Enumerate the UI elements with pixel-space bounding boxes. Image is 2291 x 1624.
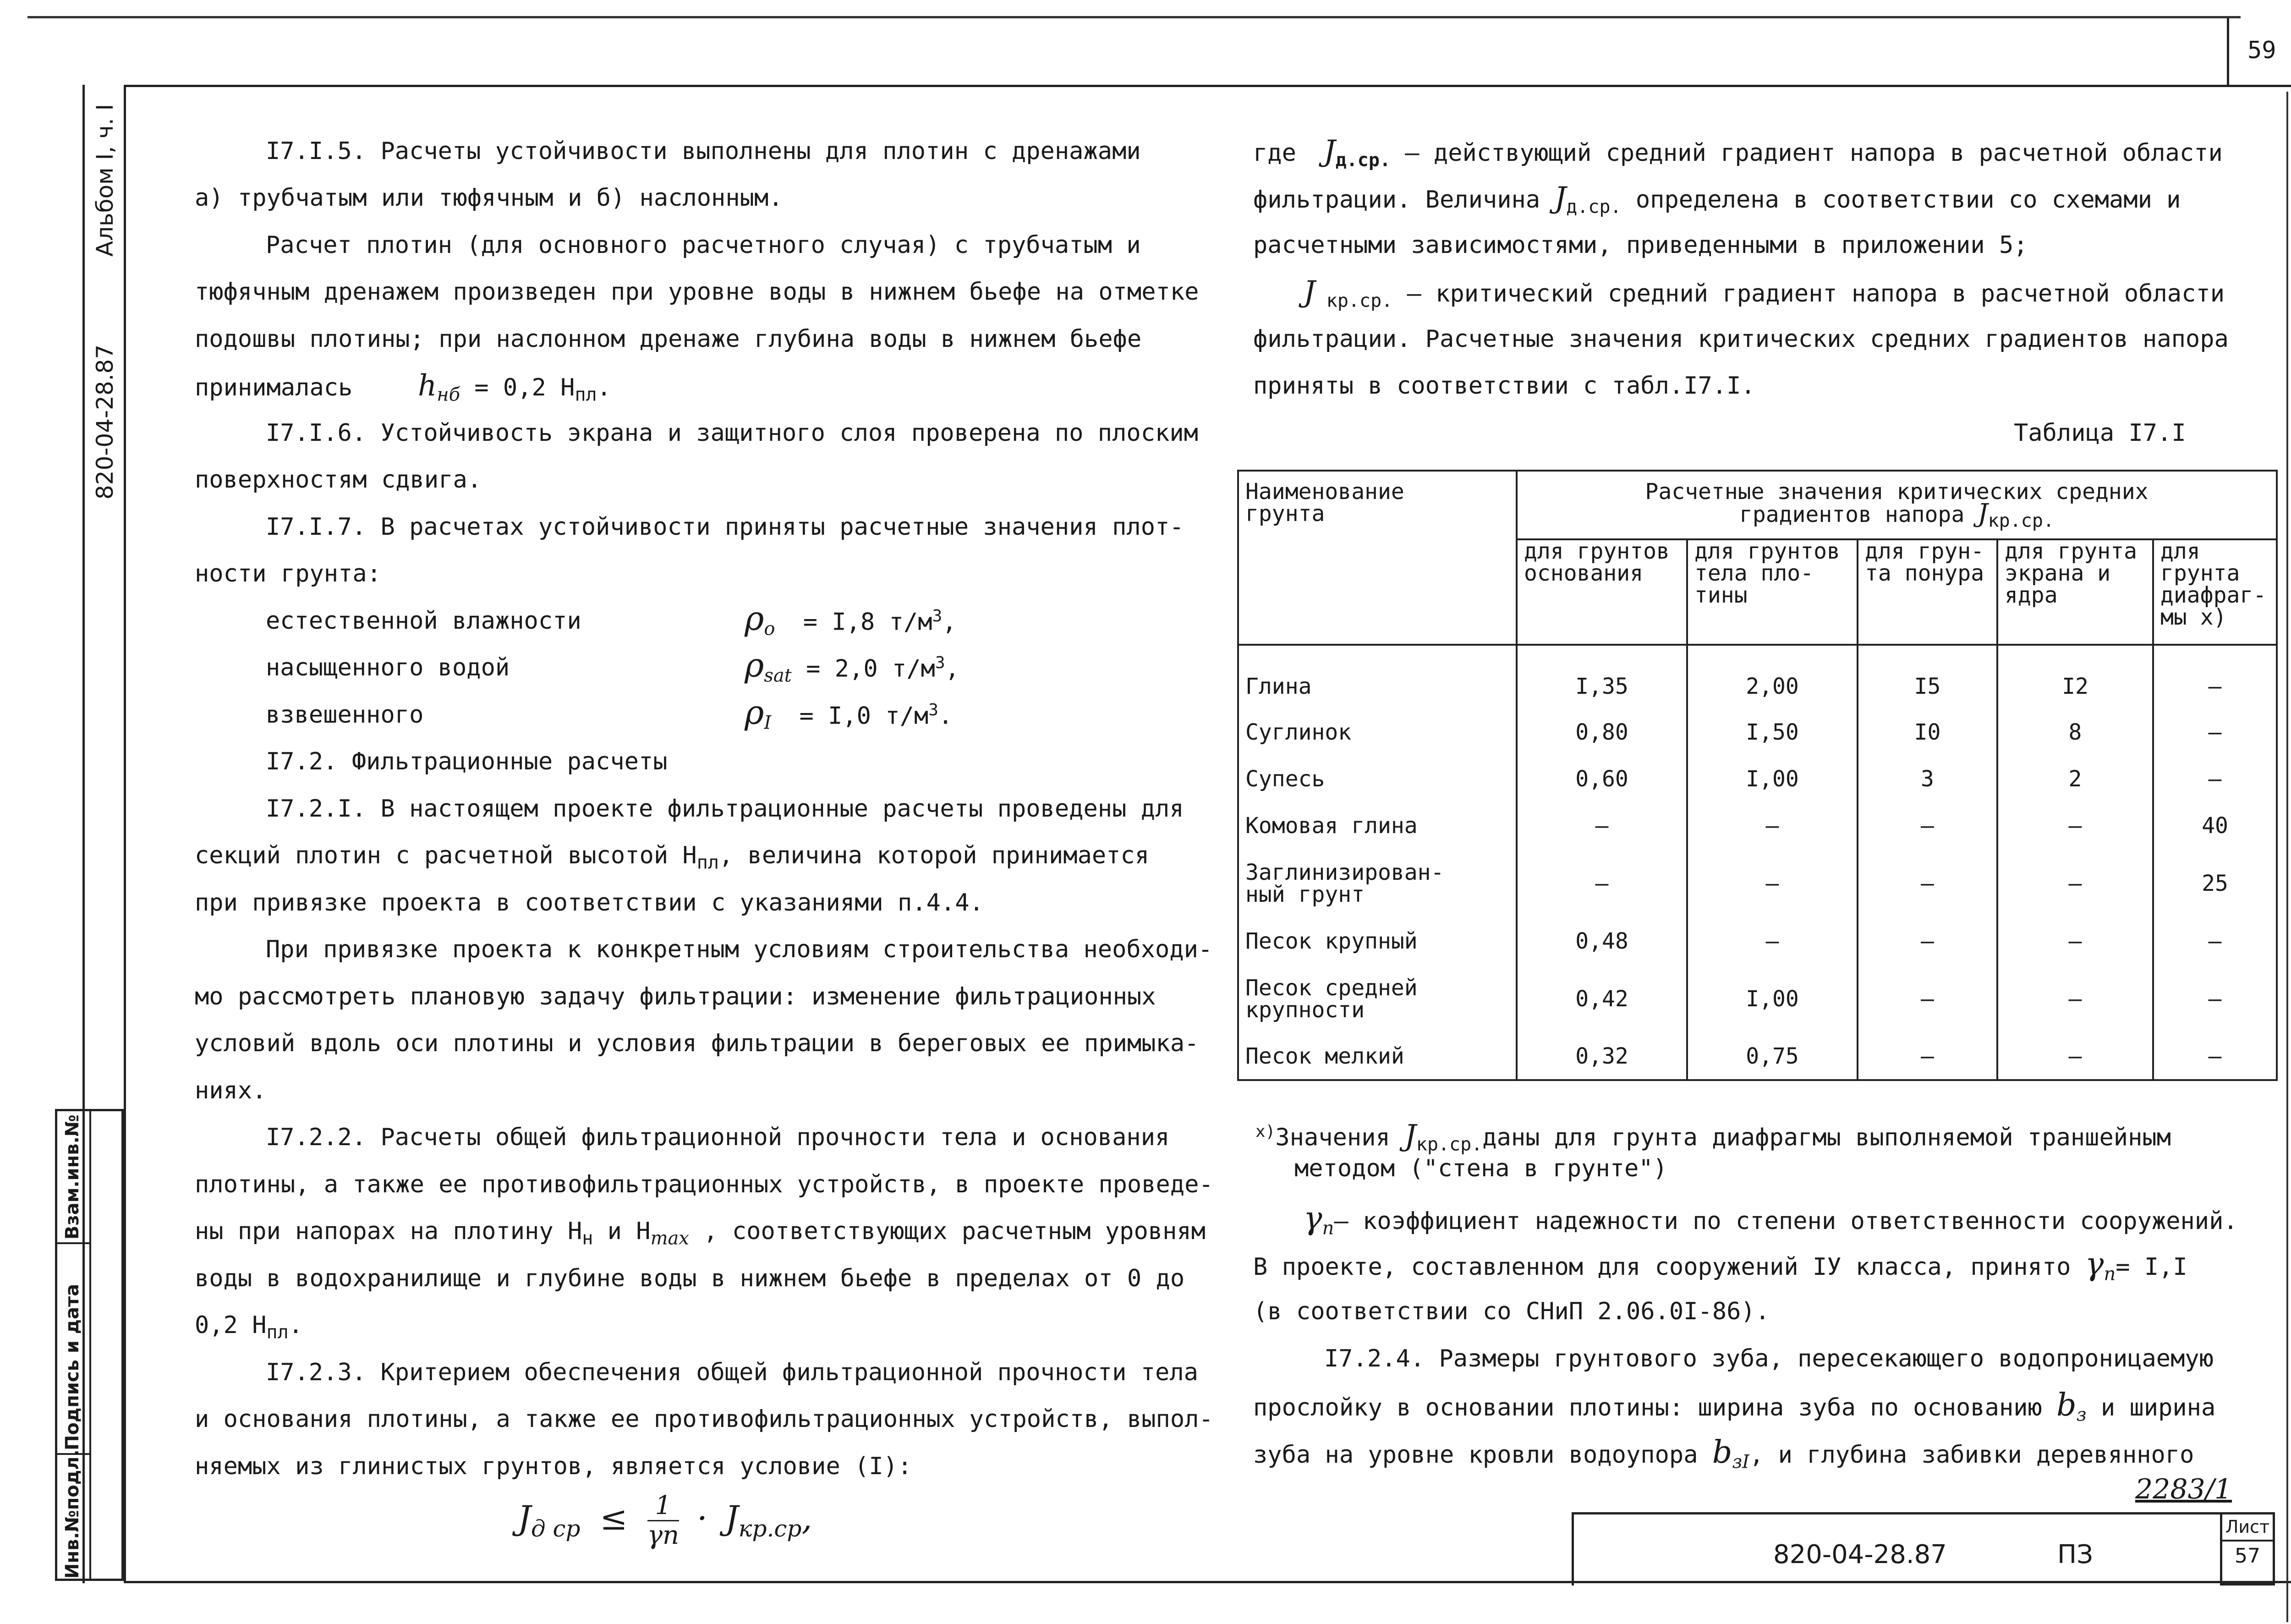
handwritten-inventory-number: 2283/1 — [2135, 1473, 2232, 1505]
right-line-1: где $J_{д.ср.}$ – действующий средний градиент напора в расчетной области — [1253, 134, 2223, 171]
left-line-6: принималась $h_{нб} = 0,2$ $H_{пл}$. — [195, 369, 611, 406]
left-line-1: I7.I.5. Расчеты устойчивости выполнены для плотин с дренажами — [266, 137, 1141, 165]
left-line-27: I7.2.3. Критерием обеспечения общей фильтрационной прочности тела — [266, 1359, 1198, 1386]
density-label-1: естественной влажности — [266, 607, 581, 635]
left-line-14: I7.2. Фильтрационные расчеты — [266, 748, 668, 775]
left-line-18: При привязке проекта к конкретным условиям строительства необходи- — [266, 936, 1213, 963]
table-caption: Таблица I7.I — [2014, 419, 2186, 447]
criterion-formula: $J_{д ср}$ ≤ $\frac{1}{\gamma n}$ · $J_{кр.ср}$, — [518, 1491, 812, 1550]
left-line-28: и основания плотины, а также ее противофильтрационных устройств, выпол- — [195, 1405, 1213, 1433]
left-line-17: при привязке проекта в соответствии с указаниями п.4.4. — [195, 889, 984, 916]
table-row: Песок крупный 0,48 – – – – — [1238, 918, 2277, 965]
left-line-7: I7.I.6. Устойчивость экрана и защитного слоя проверена по плоским — [266, 419, 1198, 447]
left-line-22: I7.2.2. Расчеты общей фильтрационной прочности тела и основания — [266, 1124, 1170, 1151]
header-col-apron: для грун- та понура — [1858, 539, 1997, 645]
formula-fraction: $\frac{1}{\gamma n}$ — [647, 1491, 680, 1550]
table-row: Песок мелкий 0,32 0,75 – – – — [1238, 1033, 2277, 1080]
left-line-19: мо рассмотреть плановую задачу фильтрации: изменение фильтрационных — [195, 983, 1156, 1010]
left-line-15: I7.2.I. В настоящем проекте фильтрационные расчеты проведены для — [266, 795, 1184, 823]
title-block-doc: ПЗ — [2057, 1540, 2094, 1569]
header-col-screen-core: для грунта экрана и ядра — [1997, 539, 2153, 645]
left-line-20: условий вдоль оси плотины и условия фильтрации в береговых ее примыка- — [195, 1030, 1199, 1057]
stamp-vzam: Взам.инв.№ — [62, 1114, 83, 1240]
table-row: Песок средней крупности 0,42 I,00 – – – — [1238, 965, 2277, 1033]
header-col-foundation: для грунтов основания — [1517, 539, 1687, 645]
right-edge-line — [2286, 92, 2288, 1622]
density-value-1: $\rho_о = I,8$ $т/м^3$, — [745, 599, 957, 640]
left-line-10: ности грунта: — [195, 560, 381, 587]
para-2724-line-3: зуба на уровне кровли водоупора $b_{зI}$, и глубина забивки деревянного — [1253, 1434, 2194, 1473]
approval-stamp — [55, 1109, 124, 1581]
sheet-number: 57 — [2235, 1544, 2260, 1568]
left-line-16: секций плотин с расчетной высотой $H_{пл}$, величина которой принимается — [195, 842, 1150, 873]
density-label-3: взвешенного — [266, 701, 424, 729]
left-line-29: няемых из глинистых грунтов, является условие (I): — [195, 1453, 912, 1480]
header-col-dam-body: для грунтов тела пло- тины — [1687, 539, 1858, 645]
left-line-2: а) трубчатым или тюфячным и б) наслонным. — [195, 184, 783, 212]
sheet-label: Лист — [2222, 1514, 2273, 1542]
footnote-line-1: $^{x)}$Значения $J_{кр.ср.}даны$ для грунта диафрагмы выполняемой траншейным — [1255, 1119, 2171, 1155]
top-border-line — [27, 16, 2241, 18]
stamp-inv: Инв.№подл. — [62, 1449, 83, 1579]
left-line-23: плотины, а также ее противофильтрационных устройств, в проекте проведе- — [195, 1171, 1213, 1198]
left-line-21: ниях. — [195, 1077, 267, 1104]
gamma-line-1: $\gamma_n-$ коэффициент надежности по степени ответственности сооружений. — [1304, 1201, 2238, 1239]
stamp-podpis: Подпись и дата — [62, 1284, 83, 1450]
header-col-diaphragm: для грунта диафраг- мы x) — [2153, 539, 2277, 645]
gamma-line-2: В проекте, составленном для сооружений IУ класса, принято $\gamma_n= I,I$ — [1253, 1246, 2187, 1285]
right-line-4: J $_{кр.ср.}$ – критический средний градиент напора в расчетной области — [1304, 275, 2225, 312]
table-row: Заглинизирован- ный грунт – – – – 25 — [1238, 849, 2277, 918]
right-line-6: приняты в соответствии с табл.I7.I. — [1253, 372, 1755, 400]
left-line-5: подошвы плотины; при наслонном дренаже глубина воды в нижнем бьефе — [195, 325, 1142, 353]
left-line-6-text: принималась — [195, 374, 353, 401]
footnote-line-2: методом ("стена в грунте") — [1294, 1155, 1667, 1182]
top-page-number: 59 — [2247, 37, 2276, 64]
header-group: Расчетные значения критических средних градиентов напора $J_{кр.ср.}$ — [1517, 471, 2277, 539]
left-line-24: ны при напорах на плотину $H_н$ и $H_{max}$ , соответствующих расчетным уровням — [195, 1218, 1206, 1249]
gradient-table — [1237, 470, 2278, 1081]
page-number-divider — [2227, 18, 2229, 87]
right-line-2: фильтрации. Величина $J_{д.ср.}$ определена в соответствии со схемами и — [1253, 181, 2181, 218]
gamma-line-3: (в соответствии со СНиП 2.06.0I-86). — [1253, 1298, 1770, 1325]
right-line-5: фильтрации. Расчетные значения критических средних градиентов напора — [1253, 325, 2229, 353]
table-row: Комовая глина – – – – 40 — [1238, 802, 2277, 849]
table-row: Супесь 0,60 I,00 3 2 – — [1238, 756, 2277, 802]
left-line-25: воды в водохранилище и глубине воды в нижнем бьефе в пределах от 0 до — [195, 1265, 1185, 1292]
stamp-divider — [89, 1111, 91, 1579]
left-line-26: 0,2 $H_{пл}$. — [195, 1311, 303, 1343]
table-row: Глина I,35 2,00 I5 I2 – — [1238, 645, 2277, 709]
side-code-label: 820-04-28.87 — [92, 344, 118, 499]
sheet-number-box — [2220, 1512, 2275, 1586]
side-album-label: Альбом I, ч. I — [92, 104, 118, 257]
header-soil-name: Наименование грунта — [1238, 471, 1517, 645]
symbol-h: h — [418, 369, 437, 403]
title-block-code: 820-04-28.87 — [1773, 1540, 1947, 1569]
density-value-3: $\rho_I = I,0$ $т/м^3$. — [745, 693, 953, 734]
table-row: Суглинок 0,80 I,50 I0 8 – — [1238, 709, 2277, 756]
table-header-row-1 — [1238, 471, 2277, 539]
density-value-2: $\rho_{sat} = 2,0$ $т/м^3$, — [745, 646, 959, 686]
density-label-2: насыщенного водой — [266, 654, 510, 681]
left-line-4: тюфячным дренажем произведен при уровне воды в нижнем бьефе на отметке — [195, 278, 1199, 306]
left-line-8: поверхностям сдвига. — [195, 466, 482, 494]
para-2724-line-1: I7.2.4. Размеры грунтового зуба, пересекающего водопроницаемую — [1324, 1345, 2214, 1372]
para-2724-line-2: прослойку в основании плотины: ширина зуба по основанию $b_з$ и ширина — [1253, 1387, 2216, 1426]
left-line-9: I7.I.7. В расчетах устойчивости приняты расчетные значения плот- — [266, 513, 1184, 541]
right-line-3: расчетными зависимостями, приведенными в приложении 5; — [1253, 231, 2028, 259]
left-line-3: Расчет плотин (для основного расчетного случая) с трубчатым и — [266, 231, 1141, 259]
